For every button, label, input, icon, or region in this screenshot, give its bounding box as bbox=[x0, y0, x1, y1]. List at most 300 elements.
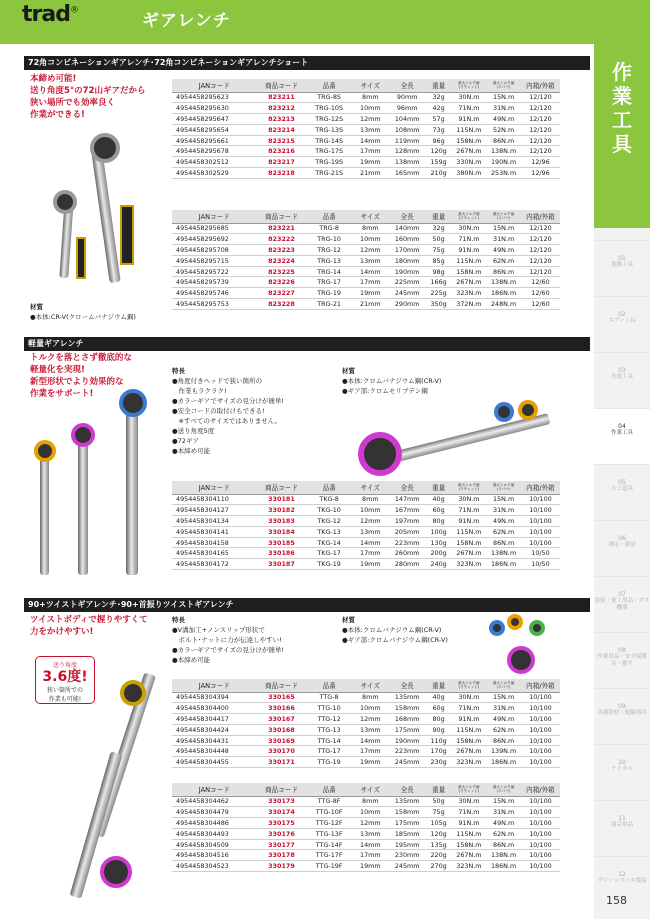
table-cell: 4954458304523 bbox=[172, 861, 257, 872]
table-cell: 31N.m bbox=[486, 703, 521, 714]
table-cell: 19mm bbox=[352, 157, 389, 168]
table-cell: 115N.m bbox=[452, 828, 487, 839]
table-cell: 12/120 bbox=[521, 255, 560, 266]
table-row bbox=[172, 757, 560, 768]
sidebar-item-11[interactable] bbox=[594, 800, 650, 856]
feed-angle-badge: 送り角度 3.6度! 狭い箇所での 作業も可能! bbox=[35, 656, 95, 704]
table-cell: 10/100 bbox=[521, 746, 560, 757]
col-torque-spanner: 最大トルク値 (スパナ) bbox=[486, 783, 521, 796]
table-cell: 62N.m bbox=[486, 255, 521, 266]
table-cell: 10/100 bbox=[521, 494, 560, 505]
table-cell: 14mm bbox=[352, 135, 389, 146]
table-cell: TTG-17 bbox=[306, 746, 352, 757]
table-cell: 267N.m bbox=[452, 850, 487, 861]
table-cell: 186N.m bbox=[486, 757, 521, 768]
table-cell: 12mm bbox=[352, 245, 389, 256]
table-cell: 49N.m bbox=[486, 516, 521, 527]
table-cell: 4954458302512 bbox=[172, 157, 257, 168]
table-cell: 823225 bbox=[257, 266, 307, 277]
table-cell: 130g bbox=[426, 537, 452, 548]
col-jan: JANコード bbox=[172, 481, 257, 494]
table-row bbox=[172, 537, 560, 548]
table-cell: 290mm bbox=[389, 299, 426, 310]
col-box: 内箱/外箱 bbox=[521, 79, 560, 92]
table-cell: TTG-14F bbox=[306, 839, 352, 850]
table-cell: 330175 bbox=[257, 818, 307, 829]
col-torque-spanner: 最大トルク値 (スパナ) bbox=[486, 481, 521, 494]
table-cell: 4954458304424 bbox=[172, 724, 257, 735]
table-cell: 17mm bbox=[352, 850, 389, 861]
table-cell: 186N.m bbox=[486, 288, 521, 299]
page-number: 158 bbox=[606, 894, 627, 907]
col-jan: JANコード bbox=[172, 783, 257, 796]
table-cell: TRG-8S bbox=[306, 92, 352, 103]
table-cell: 90g bbox=[426, 724, 452, 735]
table-cell: TKG-10 bbox=[306, 505, 352, 516]
section-tagline: ツイストボディで握りやすくて 力をかけやすい! bbox=[30, 615, 148, 637]
table-cell: 12/120 bbox=[521, 146, 560, 157]
sidebar-item-10[interactable] bbox=[594, 744, 650, 800]
table-cell: 30N.m bbox=[452, 692, 487, 703]
col-length: 全長 bbox=[389, 210, 426, 223]
table-cell: 4954458295685 bbox=[172, 223, 257, 234]
table-cell: 91N.m bbox=[452, 714, 487, 725]
table-header bbox=[172, 79, 560, 92]
table-cell: 245mm bbox=[389, 288, 426, 299]
product-photo bbox=[60, 660, 170, 900]
table-cell: 4954458304172 bbox=[172, 559, 257, 570]
table-header bbox=[172, 783, 560, 796]
sidebar-item-number: 06 bbox=[618, 535, 626, 542]
table-cell: 823224 bbox=[257, 255, 307, 266]
table-cell: 10/100 bbox=[521, 537, 560, 548]
table-cell: 12/120 bbox=[521, 266, 560, 277]
table-row bbox=[172, 559, 560, 570]
product-photo bbox=[352, 398, 560, 480]
table-cell: 4954458304516 bbox=[172, 850, 257, 861]
table-cell: 158N.m bbox=[452, 839, 487, 850]
table-cell: TRG-13 bbox=[306, 255, 352, 266]
table-cell: 823222 bbox=[257, 234, 307, 245]
table-cell: TRG-13S bbox=[306, 124, 352, 135]
table-cell: 4954458295678 bbox=[172, 146, 257, 157]
table-cell: 225g bbox=[426, 288, 452, 299]
table-cell: TRG-12S bbox=[306, 114, 352, 125]
table-cell: 330176 bbox=[257, 828, 307, 839]
table-cell: 210g bbox=[426, 168, 452, 179]
table-cell: TRG-14 bbox=[306, 266, 352, 277]
table-row bbox=[172, 266, 560, 277]
table-cell: 223mm bbox=[389, 746, 426, 757]
col-torque-spanner: 最大トルク値 (スパナ) bbox=[486, 679, 521, 692]
table-cell: 71N.m bbox=[452, 234, 487, 245]
table-cell: 135mm bbox=[389, 796, 426, 807]
col-box: 内箱/外箱 bbox=[521, 783, 560, 796]
table-cell: 108mm bbox=[389, 124, 426, 135]
table-cell: 180mm bbox=[389, 255, 426, 266]
table-cell: 19mm bbox=[352, 559, 389, 570]
table-cell: TKG-14 bbox=[306, 537, 352, 548]
table-cell: 86N.m bbox=[486, 839, 521, 850]
brand-logo: trad® bbox=[22, 2, 78, 27]
sidebar-item-label: 作業用品・安全保護具・衛生 bbox=[597, 654, 647, 667]
table-cell: 260mm bbox=[389, 548, 426, 559]
col-torque-ratchet: 最大トルク値 (ラチェット) bbox=[452, 783, 487, 796]
sidebar-item-number: 12 bbox=[618, 871, 626, 878]
spec-table bbox=[172, 210, 560, 310]
sidebar-item-label: 園芸用品 bbox=[610, 822, 633, 828]
sidebar-item-label: 測定・測量 bbox=[608, 542, 636, 548]
table-cell: 71N.m bbox=[452, 505, 487, 516]
table-cell: 86N.m bbox=[486, 266, 521, 277]
table-cell: 823227 bbox=[257, 288, 307, 299]
table-cell: 8mm bbox=[352, 796, 389, 807]
table-cell: 280mm bbox=[389, 559, 426, 570]
table-cell: 49N.m bbox=[486, 714, 521, 725]
table-cell: 31N.m bbox=[486, 505, 521, 516]
table-cell: 4954458304509 bbox=[172, 839, 257, 850]
sidebar-item-number: 01 bbox=[618, 255, 626, 262]
table-cell: 4954458295715 bbox=[172, 255, 257, 266]
sidebar-item-label: 大工道具 bbox=[610, 486, 633, 492]
section-title: 90+ツイストギアレンチ･90+首振りツイストギアレンチ bbox=[24, 598, 590, 612]
table-cell: 91N.m bbox=[452, 516, 487, 527]
col-jan: JANコード bbox=[172, 210, 257, 223]
table-cell: 62N.m bbox=[486, 828, 521, 839]
table-cell: 19mm bbox=[352, 288, 389, 299]
col-length: 全長 bbox=[389, 79, 426, 92]
table-cell: 98g bbox=[426, 266, 452, 277]
table-cell: TKG-13 bbox=[306, 526, 352, 537]
table-cell: 170g bbox=[426, 746, 452, 757]
table-cell: 12/60 bbox=[521, 299, 560, 310]
table-cell: 135mm bbox=[389, 692, 426, 703]
table-cell: 323N.m bbox=[452, 288, 487, 299]
table-cell: 330171 bbox=[257, 757, 307, 768]
table-cell: 10/100 bbox=[521, 796, 560, 807]
table-row bbox=[172, 714, 560, 725]
table-cell: 86N.m bbox=[486, 135, 521, 146]
sidebar-item-04[interactable] bbox=[594, 408, 650, 464]
table-header bbox=[172, 679, 560, 692]
col-code: 商品コード bbox=[257, 783, 307, 796]
table-cell: 138N.m bbox=[486, 850, 521, 861]
table-cell: 12/120 bbox=[521, 124, 560, 135]
table-cell: 10/50 bbox=[521, 548, 560, 559]
table-cell: 50g bbox=[426, 234, 452, 245]
table-cell: 15N.m bbox=[486, 692, 521, 703]
table-cell: 12mm bbox=[352, 516, 389, 527]
table-cell: 223mm bbox=[389, 537, 426, 548]
table-cell: 31N.m bbox=[486, 103, 521, 114]
table-cell: TTG-13 bbox=[306, 724, 352, 735]
table-cell: 245mm bbox=[389, 861, 426, 872]
table-cell: 380N.m bbox=[452, 168, 487, 179]
table-cell: 49N.m bbox=[486, 818, 521, 829]
table-cell: 4954458304127 bbox=[172, 505, 257, 516]
table-cell: 190N.m bbox=[486, 157, 521, 168]
table-cell: 823215 bbox=[257, 135, 307, 146]
table-row bbox=[172, 692, 560, 703]
table-cell: 12/120 bbox=[521, 103, 560, 114]
table-cell: 4954458304165 bbox=[172, 548, 257, 559]
col-part: 品番 bbox=[306, 783, 352, 796]
sidebar-item-label: ナミカル bbox=[610, 766, 633, 772]
sidebar-item-06[interactable] bbox=[594, 520, 650, 576]
table-cell: 12mm bbox=[352, 714, 389, 725]
table-cell: 40g bbox=[426, 692, 452, 703]
table-row bbox=[172, 135, 560, 146]
col-part: 品番 bbox=[306, 679, 352, 692]
table-cell: TRG-19 bbox=[306, 288, 352, 299]
table-cell: TTG-10F bbox=[306, 807, 352, 818]
table-cell: TRG-14S bbox=[306, 135, 352, 146]
table-row bbox=[172, 114, 560, 125]
table-cell: TRG-8 bbox=[306, 223, 352, 234]
table-cell: 267N.m bbox=[452, 277, 487, 288]
table-cell: 823211 bbox=[257, 92, 307, 103]
table-cell: 115N.m bbox=[452, 724, 487, 735]
col-size: サイズ bbox=[352, 79, 389, 92]
table-cell: TRG-21 bbox=[306, 299, 352, 310]
table-cell: 10/50 bbox=[521, 559, 560, 570]
table-row bbox=[172, 234, 560, 245]
table-cell: 13mm bbox=[352, 724, 389, 735]
table-cell: 128mm bbox=[389, 146, 426, 157]
table-cell: TTG-12F bbox=[306, 818, 352, 829]
sidebar-item-label: グリーンエース製品 bbox=[597, 878, 647, 884]
sidebar-item-02[interactable] bbox=[594, 296, 650, 352]
table-cell: 158N.m bbox=[452, 266, 487, 277]
col-weight: 重量 bbox=[426, 79, 452, 92]
table-cell: 96mm bbox=[389, 103, 426, 114]
table-cell: 4954458304110 bbox=[172, 494, 257, 505]
table-cell: 90mm bbox=[389, 92, 426, 103]
table-cell: 823221 bbox=[257, 223, 307, 234]
table-cell: 10/100 bbox=[521, 735, 560, 746]
table-row bbox=[172, 839, 560, 850]
table-cell: 86N.m bbox=[486, 735, 521, 746]
table-cell: 52N.m bbox=[486, 124, 521, 135]
table-cell: 10/100 bbox=[521, 828, 560, 839]
table-cell: TRG-10S bbox=[306, 103, 352, 114]
table-row bbox=[172, 277, 560, 288]
table-cell: 4954458304431 bbox=[172, 735, 257, 746]
table-cell: 823213 bbox=[257, 114, 307, 125]
table-cell: 17mm bbox=[352, 548, 389, 559]
table-cell: 10/100 bbox=[521, 818, 560, 829]
col-torque-ratchet: 最大トルク値 (ラチェット) bbox=[452, 210, 487, 223]
table-cell: 135g bbox=[426, 839, 452, 850]
table-cell: 12/120 bbox=[521, 245, 560, 256]
table-cell: 10mm bbox=[352, 703, 389, 714]
table-cell: 10/100 bbox=[521, 703, 560, 714]
table-cell: 19mm bbox=[352, 757, 389, 768]
table-cell: 104mm bbox=[389, 114, 426, 125]
table-cell: 91N.m bbox=[452, 114, 487, 125]
table-cell: 4954458304394 bbox=[172, 692, 257, 703]
table-row bbox=[172, 850, 560, 861]
sidebar-item-number: 10 bbox=[618, 759, 626, 766]
table-cell: 167mm bbox=[389, 505, 426, 516]
table-cell: 14mm bbox=[352, 537, 389, 548]
table-cell: 17mm bbox=[352, 277, 389, 288]
table-cell: 138N.m bbox=[486, 548, 521, 559]
table-cell: 330182 bbox=[257, 505, 307, 516]
col-torque-spanner: 最大トルク値 (スパナ) bbox=[486, 210, 521, 223]
table-row bbox=[172, 146, 560, 157]
table-row bbox=[172, 724, 560, 735]
table-cell: 323N.m bbox=[452, 757, 487, 768]
table-cell: 823212 bbox=[257, 103, 307, 114]
table-cell: 80g bbox=[426, 516, 452, 527]
table-cell: 14mm bbox=[352, 266, 389, 277]
table-cell: 8mm bbox=[352, 692, 389, 703]
table-cell: 4954458295623 bbox=[172, 92, 257, 103]
table-cell: 330183 bbox=[257, 516, 307, 527]
table-cell: 823216 bbox=[257, 146, 307, 157]
table-cell: 4954458304455 bbox=[172, 757, 257, 768]
table-cell: 80g bbox=[426, 714, 452, 725]
table-cell: 10/100 bbox=[521, 714, 560, 725]
sidebar-item-label: 各種資材・配線器具 bbox=[597, 710, 647, 716]
table-cell: 330166 bbox=[257, 703, 307, 714]
table-cell: 4954458304493 bbox=[172, 828, 257, 839]
table-cell: 138N.m bbox=[486, 277, 521, 288]
sidebar-item-05[interactable] bbox=[594, 464, 650, 520]
table-cell: 330177 bbox=[257, 839, 307, 850]
table-cell: 4954458304158 bbox=[172, 537, 257, 548]
table-cell: 4954458295722 bbox=[172, 266, 257, 277]
table-cell: 4954458302529 bbox=[172, 168, 257, 179]
table-cell: 200g bbox=[426, 548, 452, 559]
sidebar-item-number: 08 bbox=[618, 647, 626, 654]
col-torque-ratchet: 最大トルク値 (ラチェット) bbox=[452, 679, 487, 692]
table-cell: TRG-10 bbox=[306, 234, 352, 245]
table-cell: 4954458295630 bbox=[172, 103, 257, 114]
sidebar-item-number: 11 bbox=[618, 815, 626, 822]
table-cell: 253N.m bbox=[486, 168, 521, 179]
table-cell: 12mm bbox=[352, 114, 389, 125]
table-cell: 119mm bbox=[389, 135, 426, 146]
table-cell: 31N.m bbox=[486, 807, 521, 818]
sidebar-item-09[interactable] bbox=[594, 688, 650, 744]
table-cell: 115N.m bbox=[452, 255, 487, 266]
table-cell: TRG-12 bbox=[306, 245, 352, 256]
table-cell: 10mm bbox=[352, 103, 389, 114]
col-size: サイズ bbox=[352, 481, 389, 494]
table-cell: 323N.m bbox=[452, 559, 487, 570]
table-cell: 823217 bbox=[257, 157, 307, 168]
table-cell: 30N.m bbox=[452, 796, 487, 807]
table-cell: 13mm bbox=[352, 828, 389, 839]
table-cell: 10/100 bbox=[521, 807, 560, 818]
table-cell: 158mm bbox=[389, 807, 426, 818]
table-cell: 323N.m bbox=[452, 861, 487, 872]
sidebar-item-number: 07 bbox=[618, 591, 626, 598]
col-weight: 重量 bbox=[426, 679, 452, 692]
sidebar-item-08[interactable] bbox=[594, 632, 650, 688]
table-cell: 91N.m bbox=[452, 245, 487, 256]
table-cell: 10/100 bbox=[521, 526, 560, 537]
table-cell: 330168 bbox=[257, 724, 307, 735]
table-cell: 225mm bbox=[389, 277, 426, 288]
table-cell: 13mm bbox=[352, 255, 389, 266]
sidebar-item-label: エアー工具 bbox=[608, 318, 636, 324]
table-cell: 12/96 bbox=[521, 157, 560, 168]
table-cell: 248N.m bbox=[486, 299, 521, 310]
table-cell: 60g bbox=[426, 703, 452, 714]
table-cell: 42g bbox=[426, 103, 452, 114]
table-cell: 330184 bbox=[257, 526, 307, 537]
table-cell: 267N.m bbox=[452, 548, 487, 559]
table-cell: 10/100 bbox=[521, 724, 560, 735]
col-torque-ratchet: 最大トルク値 (ラチェット) bbox=[452, 481, 487, 494]
col-part: 品番 bbox=[306, 79, 352, 92]
col-weight: 重量 bbox=[426, 481, 452, 494]
sidebar-item-07[interactable] bbox=[594, 576, 650, 632]
table-cell: 186N.m bbox=[486, 559, 521, 570]
table-cell: TTG-14 bbox=[306, 735, 352, 746]
sidebar-item-03[interactable] bbox=[594, 352, 650, 408]
table-cell: 138N.m bbox=[486, 146, 521, 157]
table-cell: 140mm bbox=[389, 223, 426, 234]
table-cell: TTG-19 bbox=[306, 757, 352, 768]
table-row bbox=[172, 103, 560, 114]
sidebar-item-label: 充電工具 bbox=[610, 374, 633, 380]
table-cell: 158mm bbox=[389, 703, 426, 714]
table-row bbox=[172, 255, 560, 266]
table-cell: 165mm bbox=[389, 168, 426, 179]
col-length: 全長 bbox=[389, 679, 426, 692]
table-cell: 40g bbox=[426, 494, 452, 505]
spec-table bbox=[172, 679, 560, 768]
table-cell: 10/100 bbox=[521, 692, 560, 703]
table-cell: TKG-19 bbox=[306, 559, 352, 570]
table-cell: 330181 bbox=[257, 494, 307, 505]
table-cell: 85g bbox=[426, 255, 452, 266]
table-cell: 4954458295654 bbox=[172, 124, 257, 135]
table-cell: 4954458295692 bbox=[172, 234, 257, 245]
col-jan: JANコード bbox=[172, 79, 257, 92]
table-cell: 270g bbox=[426, 861, 452, 872]
section-tagline: 本締め可能! 送り角度5°の72山ギアだから 狭い場所でも効率良く 作業ができる! bbox=[30, 74, 146, 120]
col-size: サイズ bbox=[352, 679, 389, 692]
table-row bbox=[172, 703, 560, 714]
table-cell: 158N.m bbox=[452, 735, 487, 746]
table-cell: 32g bbox=[426, 223, 452, 234]
table-cell: 21mm bbox=[352, 168, 389, 179]
table-cell: 17mm bbox=[352, 746, 389, 757]
sidebar-item-label: 電動工具 bbox=[610, 262, 633, 268]
table-cell: 138mm bbox=[389, 157, 426, 168]
table-cell: 160mm bbox=[389, 234, 426, 245]
sidebar-item-label: 作業工具 bbox=[610, 430, 633, 436]
col-jan: JANコード bbox=[172, 679, 257, 692]
sidebar-item-01[interactable] bbox=[594, 240, 650, 296]
table-cell: 330178 bbox=[257, 850, 307, 861]
table-cell: 4954458295708 bbox=[172, 245, 257, 256]
table-cell: 230g bbox=[426, 757, 452, 768]
table-cell: 96g bbox=[426, 135, 452, 146]
table-row bbox=[172, 861, 560, 872]
table-cell: 10/100 bbox=[521, 850, 560, 861]
table-cell: 330185 bbox=[257, 537, 307, 548]
table-cell: 330186 bbox=[257, 548, 307, 559]
table-cell: 12/120 bbox=[521, 92, 560, 103]
table-cell: 10/100 bbox=[521, 757, 560, 768]
table-cell: 267N.m bbox=[452, 146, 487, 157]
